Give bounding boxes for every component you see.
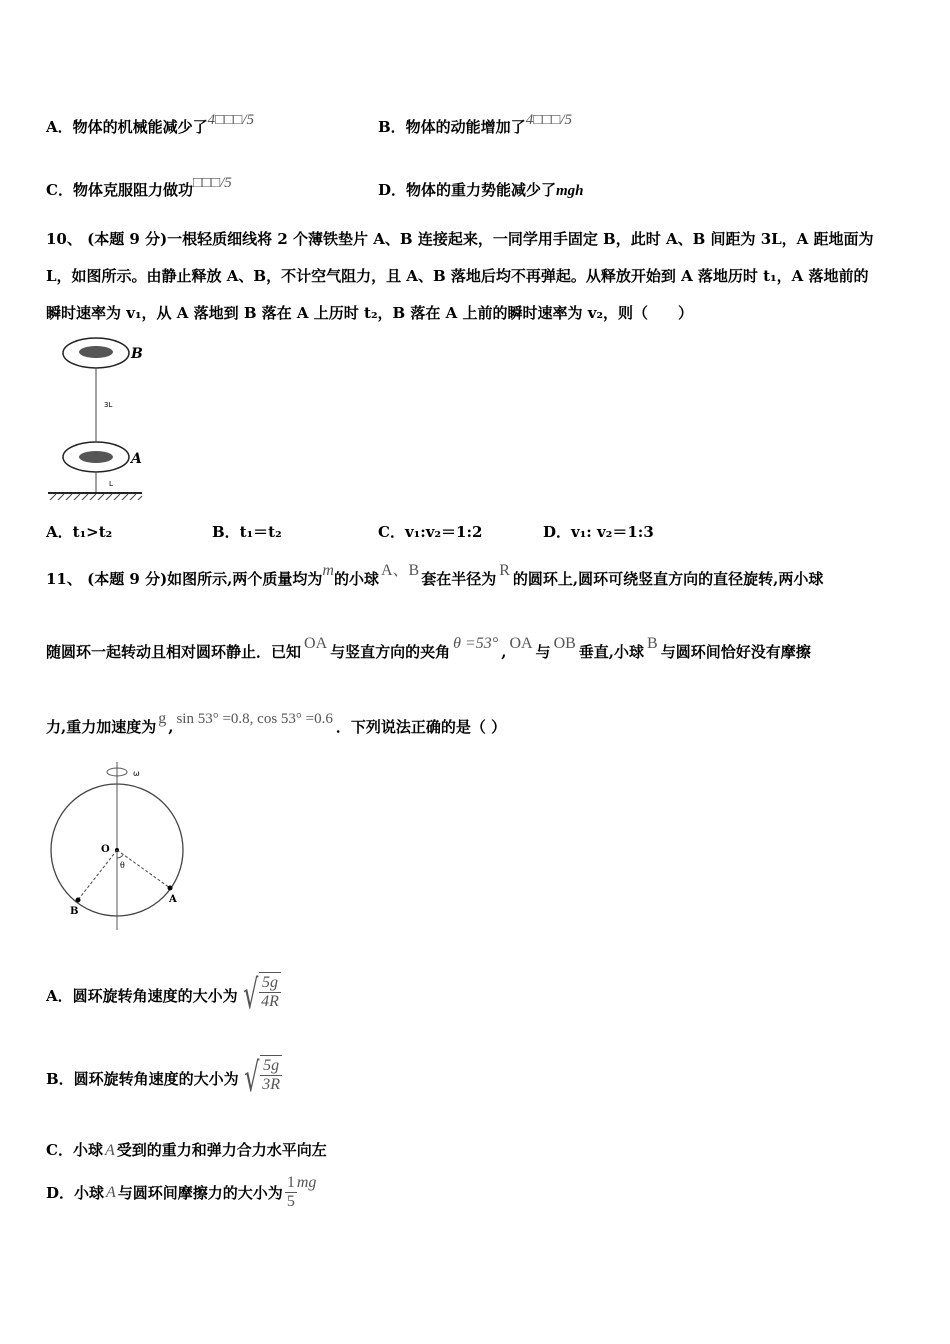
q11-option-d-num: 1 xyxy=(286,1174,295,1191)
q11-line-2 xyxy=(46,635,811,662)
q11-option-d-text-a: D．小球 xyxy=(46,1184,105,1202)
q11-option-d-mg: mg xyxy=(296,1173,317,1191)
q11-option-b-num: 5g xyxy=(260,1057,282,1076)
q10-line-2: L，如图所示。由静止释放 A、B，不计空气阻力，且 A、B 落地后均不再弹起。从释放开始到 A 落地历时 t₁，A 落地前的 xyxy=(46,267,869,285)
q9-option-a-math: 4□□□/5 xyxy=(207,112,254,128)
q11-option-a-num: 5g xyxy=(259,974,281,993)
q11-label-b: B xyxy=(70,906,79,917)
q10-figure xyxy=(46,333,156,503)
q11-l3-text-c: ．下列说法正确的是（ ） xyxy=(335,718,507,736)
q10-label-a: A xyxy=(131,451,142,467)
q10-line-3: 瞬时速率为 v₁，从 A 落地到 B 落在 A 上历时 t₂，B 落在 A 上前的瞬时速率为 v₂，则（ ） xyxy=(46,304,694,322)
q9-option-b-math: 4□□□/5 xyxy=(525,112,573,128)
q11-l2-text-d: 与 xyxy=(535,643,551,661)
q11-angle-arc xyxy=(117,855,123,858)
q11-l2-oa2: OA xyxy=(509,635,533,652)
q9-option-d-math: mgh xyxy=(556,183,584,199)
q11-label-o: O xyxy=(101,844,110,855)
q11-option-b-sqrt: √ $\frac{5g}{3R}$ xyxy=(243,1055,280,1101)
q11-label-omega: ω xyxy=(133,769,140,778)
q10-ground-hatch xyxy=(50,494,142,500)
q11-option-a xyxy=(46,972,281,1018)
q9-option-b-text: B．物体的动能增加了 xyxy=(378,118,526,136)
q10-option-a: A．t₁>t₂ xyxy=(46,523,113,541)
q11-option-d xyxy=(46,1174,316,1211)
q9-option-a-text: A．物体的机械能减少了 xyxy=(46,118,208,136)
q11-line-1 xyxy=(46,562,824,589)
q11-option-c xyxy=(46,1139,327,1160)
q11-l3-trig: sin 53° =0.8, cos 53° =0.6 xyxy=(176,711,333,727)
q11-line-3 xyxy=(46,710,507,737)
q11-l1-text-c: 套在半径为 xyxy=(421,570,497,588)
q11-l2-b: B xyxy=(647,635,658,652)
q10-label-l: L xyxy=(109,480,113,488)
q11-l1-text-d: 的圆环上,圆环可绕竖直方向的直径旋转,两小球 xyxy=(512,570,824,588)
q11-ball-a xyxy=(168,886,173,891)
q11-l3-comma: , xyxy=(168,718,174,736)
q10-disk-a xyxy=(79,451,113,463)
q11-l1-m: m xyxy=(322,562,334,579)
q11-option-c-text-b: 受到的重力和弹力合力水平向左 xyxy=(116,1141,327,1159)
q10-disk-b xyxy=(79,346,113,358)
q11-l2-text-a: 随圆环一起转动且相对圆环静止．已知 xyxy=(46,643,302,661)
q11-option-b xyxy=(46,1055,282,1101)
q11-line-ob xyxy=(78,850,117,900)
q11-option-a-text: A．圆环旋转角速度的大小为 xyxy=(46,986,238,1005)
q11-option-c-a: A xyxy=(104,1142,115,1159)
q11-option-b-text: B．圆环旋转角速度的大小为 xyxy=(46,1069,239,1088)
q11-l2-oa: OA xyxy=(304,635,328,652)
q11-option-d-den: 5 xyxy=(286,1193,295,1210)
q11-option-a-sqrt: √ $\frac{5g}{4R}$ xyxy=(242,972,279,1018)
q11-l2-text-e: 垂直,小球 xyxy=(578,643,645,661)
q11-l1-r: R xyxy=(499,562,510,579)
q10-label-3l: 3L xyxy=(104,401,113,409)
q11-l3-text-a: 力,重力加速度为 xyxy=(46,718,157,736)
q11-option-d-a: A xyxy=(106,1183,116,1201)
q10-label-b: B xyxy=(131,346,143,362)
q9-option-b xyxy=(378,112,573,137)
q11-option-a-den: 4R xyxy=(261,993,279,1010)
q11-l1-ab: A、B xyxy=(380,562,420,579)
q10-option-c: C．v₁:v₂＝1:2 xyxy=(378,523,483,541)
q11-l2-theta: θ =53° xyxy=(453,635,499,652)
q9-option-c xyxy=(46,175,232,200)
q9-option-c-text: C．物体克服阻力做功 xyxy=(46,181,193,199)
q11-ball-b xyxy=(76,898,81,903)
q11-option-b-den: 3R xyxy=(262,1076,280,1093)
q11-figure xyxy=(46,760,188,932)
q9-option-d-text: D．物体的重力势能减少了 xyxy=(378,181,557,199)
q11-l1-text-a: 11、 (本题 9 分)如图所示,两个质量均为 xyxy=(46,570,323,588)
q11-l2-ob: OB xyxy=(553,635,576,652)
q10-line-1: 10、 (本题 9 分)一根轻质细线将 2 个薄铁垫片 A、B 连接起来，一同学用手固定 B，此时 A、B 间距为 3L，A 距地面为 xyxy=(46,230,874,248)
q11-label-a: A xyxy=(169,894,177,905)
q9-option-a xyxy=(46,112,254,137)
q10-option-d: D．v₁: v₂＝1:3 xyxy=(543,523,654,541)
q11-option-d-text-b: 与圆环间摩擦力的大小为 xyxy=(117,1184,283,1202)
q11-l2-comma: , xyxy=(501,643,507,661)
q11-l2-text-b: 与竖直方向的夹角 xyxy=(330,643,451,661)
q10-option-b: B．t₁＝t₂ xyxy=(212,523,282,541)
q11-l3-g: g xyxy=(158,710,167,727)
q11-label-theta: θ xyxy=(120,861,125,870)
q11-option-c-text-a: C．小球 xyxy=(46,1141,103,1159)
q11-l2-text-f: 与圆环间恰好没有摩擦 xyxy=(660,643,811,661)
q11-l1-text-b: 的小球 xyxy=(333,570,379,588)
q11-line-oa xyxy=(117,850,170,888)
q9-option-c-math: □□□/5 xyxy=(192,175,232,191)
q9-option-d xyxy=(378,179,584,200)
